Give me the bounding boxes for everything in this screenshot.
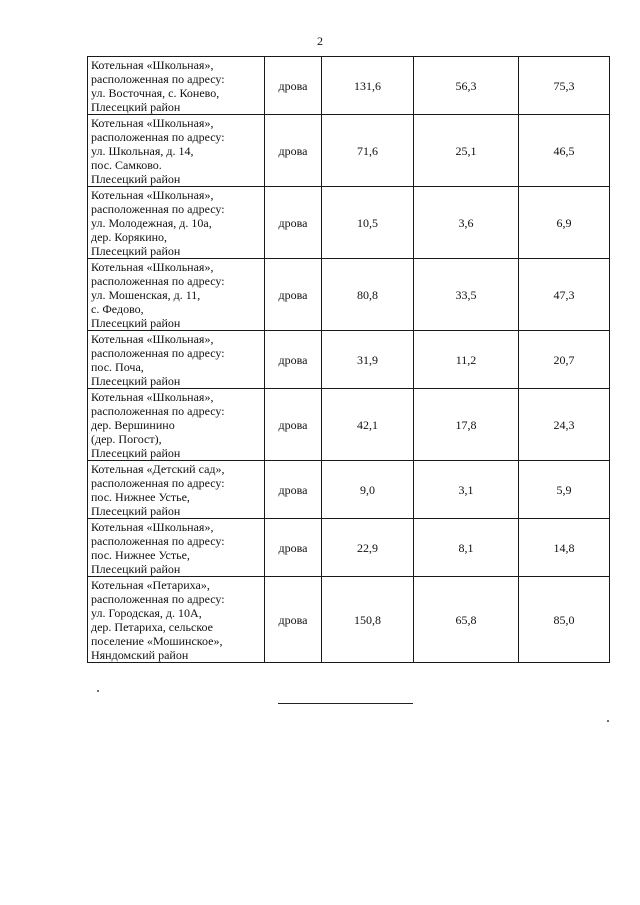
table-row — [88, 331, 610, 389]
boiler-name-line: пос. Нижнее Устье, — [91, 490, 190, 504]
value-cell-3: 6,9 — [519, 187, 610, 259]
boiler-name-line: пос. Поча, — [91, 360, 144, 374]
boiler-name-line: Плесецкий район — [91, 100, 181, 114]
boiler-name-line: Котельная «Школьная», — [91, 332, 214, 346]
boiler-name-line: расположенная по адресу: — [91, 346, 225, 360]
table-row — [88, 519, 610, 577]
table-row — [88, 389, 610, 461]
boiler-name-line: ул. Городская, д. 10А, — [91, 606, 202, 620]
value-cell-1: 9,0 — [322, 461, 414, 519]
boiler-name-line: (дер. Погост), — [91, 432, 162, 446]
boiler-name-line: расположенная по адресу: — [91, 72, 225, 86]
boiler-name-line: Плесецкий район — [91, 316, 181, 330]
value-cell-2: 17,8 — [414, 389, 519, 461]
boiler-name-line: Плесецкий район — [91, 244, 181, 258]
boiler-name-line: дер. Вершинино — [91, 418, 175, 432]
scan-speck — [607, 720, 609, 722]
table-row — [88, 577, 610, 663]
boiler-name-line: расположенная по адресу: — [91, 404, 225, 418]
fuel-cell: дрова — [265, 259, 322, 331]
table-row — [88, 57, 610, 115]
value-cell-1: 71,6 — [322, 115, 414, 187]
boiler-name-cell — [88, 57, 265, 115]
value-cell-3: 20,7 — [519, 331, 610, 389]
boiler-name-line: расположенная по адресу: — [91, 274, 225, 288]
boiler-name-cell — [88, 115, 265, 187]
boiler-name-line: дер. Корякино, — [91, 230, 168, 244]
boiler-name-line: Плесецкий район — [91, 562, 181, 576]
value-cell-3: 75,3 — [519, 57, 610, 115]
fuel-cell: дрова — [265, 461, 322, 519]
boiler-name-line: Плесецкий район — [91, 504, 181, 518]
boiler-name-line: Плесецкий район — [91, 446, 181, 460]
fuel-cell: дрова — [265, 187, 322, 259]
value-cell-2: 25,1 — [414, 115, 519, 187]
value-cell-2: 65,8 — [414, 577, 519, 663]
boiler-name-line: Котельная «Школьная», — [91, 58, 214, 72]
value-cell-3: 46,5 — [519, 115, 610, 187]
value-cell-3: 14,8 — [519, 519, 610, 577]
value-cell-2: 3,6 — [414, 187, 519, 259]
boiler-name-line: расположенная по адресу: — [91, 534, 225, 548]
value-cell-3: 24,3 — [519, 389, 610, 461]
fuel-cell: дрова — [265, 389, 322, 461]
boiler-name-line: расположенная по адресу: — [91, 202, 225, 216]
boiler-name-cell — [88, 331, 265, 389]
value-cell-2: 8,1 — [414, 519, 519, 577]
table-row — [88, 187, 610, 259]
boiler-name-line: ул. Восточная, с. Конево, — [91, 86, 220, 100]
value-cell-1: 131,6 — [322, 57, 414, 115]
value-cell-3: 85,0 — [519, 577, 610, 663]
boiler-name-line: дер. Петариха, сельское — [91, 620, 214, 634]
value-cell-1: 22,9 — [322, 519, 414, 577]
fuel-cell: дрова — [265, 57, 322, 115]
value-cell-3: 5,9 — [519, 461, 610, 519]
table-row — [88, 259, 610, 331]
boiler-name-cell — [88, 259, 265, 331]
boiler-name-line: Котельная «Школьная», — [91, 520, 214, 534]
boiler-name-line: поселение «Мошинское», — [91, 634, 223, 648]
value-cell-3: 47,3 — [519, 259, 610, 331]
boiler-name-line: с. Федово, — [91, 302, 144, 316]
boiler-name-line: расположенная по адресу: — [91, 592, 225, 606]
boiler-name-cell — [88, 577, 265, 663]
page-number: 2 — [317, 34, 323, 48]
boiler-name-line: Плесецкий район — [91, 172, 181, 186]
table-body — [88, 57, 610, 663]
end-of-document-rule — [278, 703, 413, 704]
boiler-name-cell — [88, 461, 265, 519]
boiler-name-line: Няндомский район — [91, 648, 189, 662]
scan-speck — [97, 690, 99, 692]
boiler-name-cell — [88, 519, 265, 577]
fuel-cell: дрова — [265, 115, 322, 187]
value-cell-2: 11,2 — [414, 331, 519, 389]
fuel-cell: дрова — [265, 331, 322, 389]
table-row — [88, 115, 610, 187]
boiler-fuel-table — [87, 56, 610, 663]
boiler-name-line: пос. Самково. — [91, 158, 162, 172]
boiler-name-cell — [88, 187, 265, 259]
fuel-cell: дрова — [265, 577, 322, 663]
fuel-cell: дрова — [265, 519, 322, 577]
boiler-name-line: Котельная «Школьная», — [91, 188, 214, 202]
boiler-name-line: ул. Молодежная, д. 10а, — [91, 216, 212, 230]
boiler-name-cell — [88, 389, 265, 461]
value-cell-2: 33,5 — [414, 259, 519, 331]
value-cell-1: 42,1 — [322, 389, 414, 461]
boiler-name-line: Котельная «Петариха», — [91, 578, 210, 592]
boiler-name-line: Котельная «Школьная», — [91, 116, 214, 130]
boiler-name-line: ул. Мошенская, д. 11, — [91, 288, 201, 302]
value-cell-1: 31,9 — [322, 331, 414, 389]
boiler-name-line: ул. Школьная, д. 14, — [91, 144, 194, 158]
value-cell-1: 150,8 — [322, 577, 414, 663]
boiler-name-line: расположенная по адресу: — [91, 130, 225, 144]
value-cell-2: 3,1 — [414, 461, 519, 519]
value-cell-1: 10,5 — [322, 187, 414, 259]
boiler-name-line: Плесецкий район — [91, 374, 181, 388]
boiler-name-line: расположенная по адресу: — [91, 476, 225, 490]
boiler-name-line: Котельная «Детский сад», — [91, 462, 225, 476]
boiler-name-line: Котельная «Школьная», — [91, 260, 214, 274]
table-row — [88, 461, 610, 519]
value-cell-2: 56,3 — [414, 57, 519, 115]
boiler-name-line: Котельная «Школьная», — [91, 390, 214, 404]
value-cell-1: 80,8 — [322, 259, 414, 331]
boiler-name-line: пос. Нижнее Устье, — [91, 548, 190, 562]
